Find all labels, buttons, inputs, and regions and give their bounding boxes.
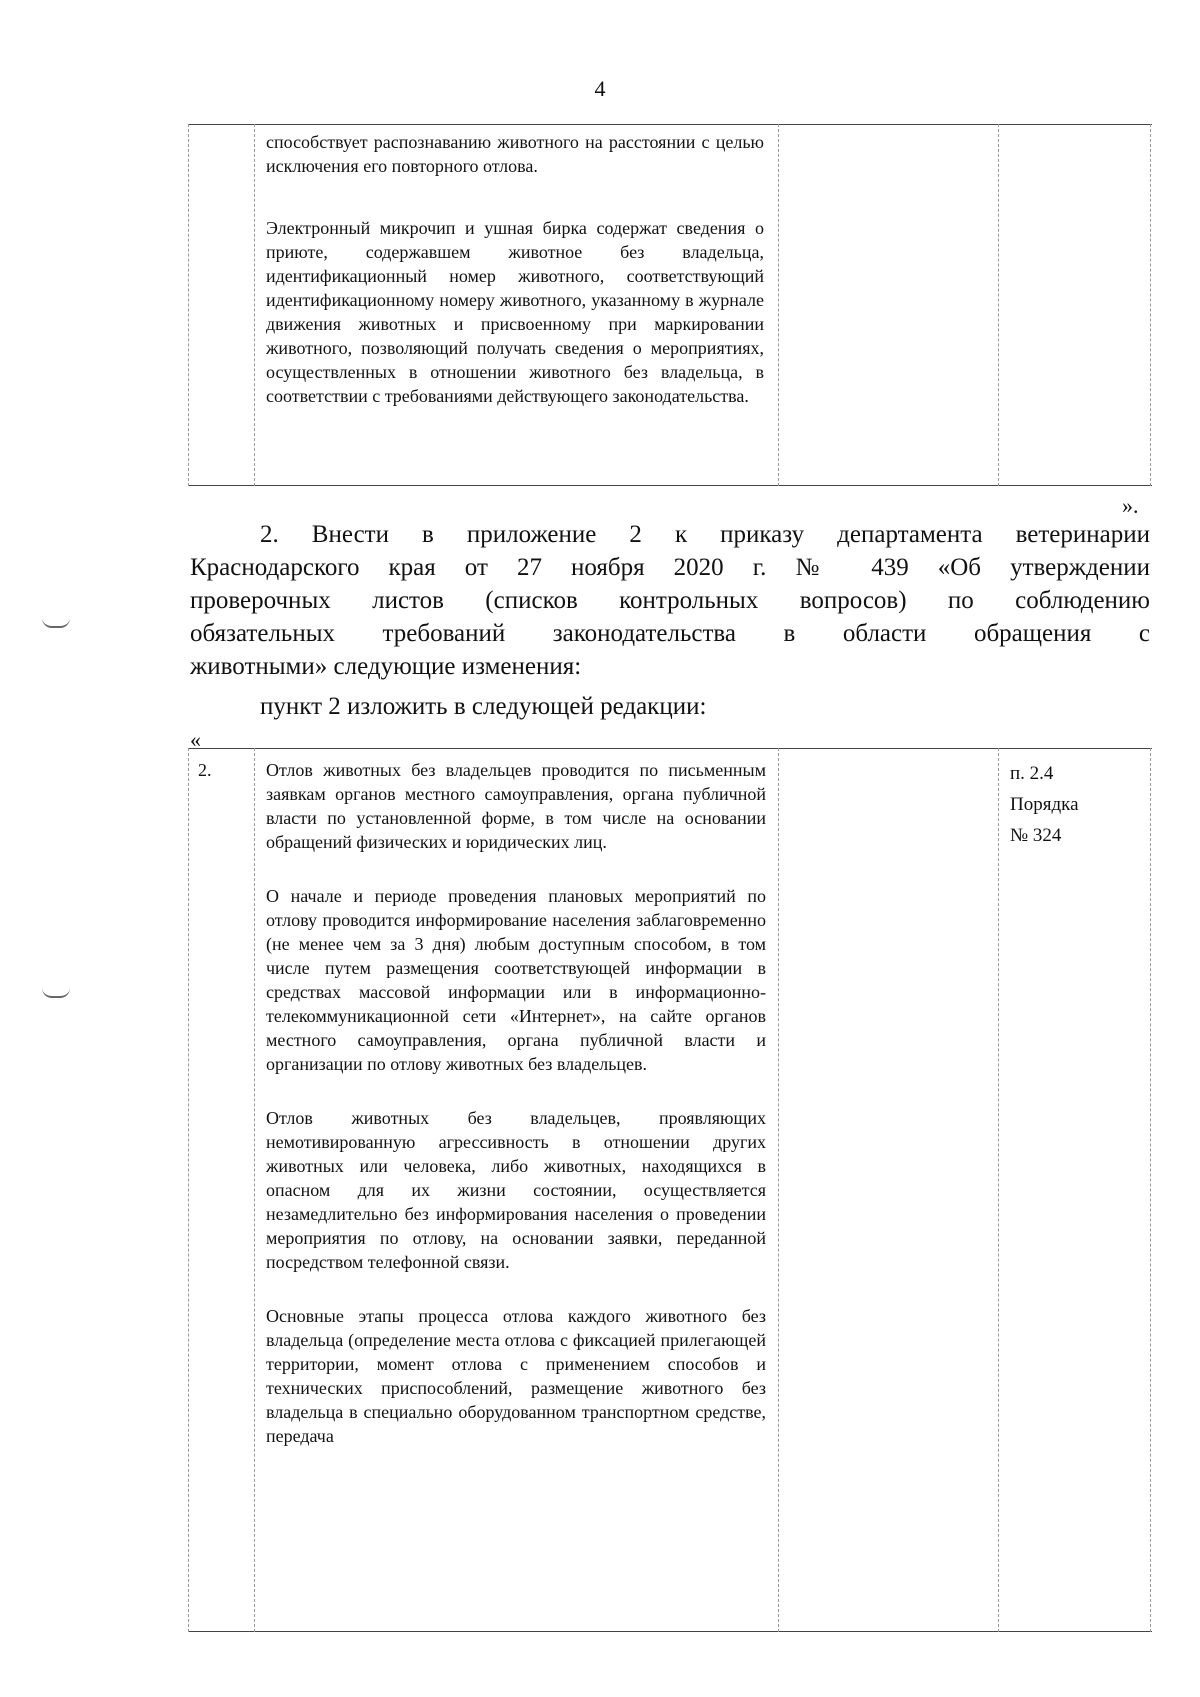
reference-line: № 324 xyxy=(1010,825,1062,846)
column-divider xyxy=(1150,748,1151,1632)
table-top-border xyxy=(188,124,1152,125)
body-line: обязательных требований законодательства в области обращения с xyxy=(190,620,1150,647)
column-divider xyxy=(778,124,779,486)
opening-quote: « xyxy=(190,727,201,752)
requirement-paragraph: Отлов животных без владельцев проводится по письменным заявкам органов местного самоуправления, органа публичной власти по установленной форме, в том числе на основании обращений физических и юридических лиц. xyxy=(266,760,766,852)
scan-margin-mark xyxy=(42,988,70,998)
amendment-paragraph xyxy=(190,518,1150,683)
checklist-table xyxy=(188,748,1152,1632)
row-number: 2. xyxy=(198,760,212,780)
checklist-table-continuation xyxy=(188,124,1152,486)
column-divider xyxy=(254,124,255,486)
column-divider xyxy=(1150,124,1151,486)
requirement-paragraph: Основные этапы процесса отлова каждого животного без владельца (определение места отлова с фиксацией прилегающей территории, момент отлова с применением способов и технических приспособлений, размещение животного без владельца в специально оборудованном транспортном средстве, передача xyxy=(266,1306,766,1446)
column-divider xyxy=(998,748,999,1632)
legal-reference-cell xyxy=(1010,758,1140,851)
table-top-border xyxy=(188,748,1152,749)
reference-line: Порядка xyxy=(1010,794,1079,815)
body-line: животными» следующие изменения: xyxy=(190,653,582,680)
table-bottom-border xyxy=(188,485,1152,486)
column-divider xyxy=(188,124,189,486)
requirement-paragraph: Электронный микрочип и ушная бирка содержат сведения о приюте, содержавшем животное без владельца, идентификационный номер животного, соответствующий идентификационному номеру животного, указанному в журнале движения животных и присвоенному при маркировании животного, позволяющий получать сведения о мероприятиях, осуществленных в отношении животного без владельца, в соответствии с требованиями действующего законодательства. xyxy=(266,218,764,406)
requirement-paragraph: способствует распознаванию животного на расстоянии с целью исключения его повторного отлова. xyxy=(266,132,764,176)
requirement-cell xyxy=(266,130,764,408)
reference-line: п. 2.4 xyxy=(1010,763,1054,784)
column-divider xyxy=(778,748,779,1632)
body-line: Краснодарского края от 27 ноября 2020 г. № 439 «Об утверждении xyxy=(190,554,1150,581)
page-number: 4 xyxy=(594,76,606,101)
requirement-paragraph: Отлов животных без владельцев, проявляющих немотивированную агрессивность в отношении других животных или человека, либо животных, находящихся в опасном для их жизни состоянии, осуществляется незамедлительно без информирования населения о проведении мероприятия по отлову, на основании заявки, переданной посредством телефонной связи. xyxy=(266,1108,766,1272)
body-line: проверочных листов (списков контрольных вопросов) по соблюдению xyxy=(190,587,1150,614)
amendment-instruction: пункт 2 изложить в следующей редакции: xyxy=(260,693,707,720)
column-divider xyxy=(188,748,189,1632)
closing-quote: ». xyxy=(1122,493,1139,518)
requirement-paragraph: О начале и периоде проведения плановых мероприятий по отлову проводится информирование населения заблаговременно (не менее чем за 3 дня) любым доступным способом, в том числе путем размещения соответствующей информации в средствах массовой информации или в информационно-телекоммуникационной сети «Интернет», на сайте органов местного самоуправления, органа публичной власти и организации по отлову животных без владельцев. xyxy=(266,886,766,1074)
requirement-cell xyxy=(266,758,766,1448)
table-bottom-border xyxy=(188,1631,1152,1632)
column-divider xyxy=(254,748,255,1632)
body-line: 2. Внести в приложение 2 к приказу департамента ветеринарии xyxy=(260,521,1150,548)
column-divider xyxy=(998,124,999,486)
scan-margin-mark xyxy=(42,618,70,628)
